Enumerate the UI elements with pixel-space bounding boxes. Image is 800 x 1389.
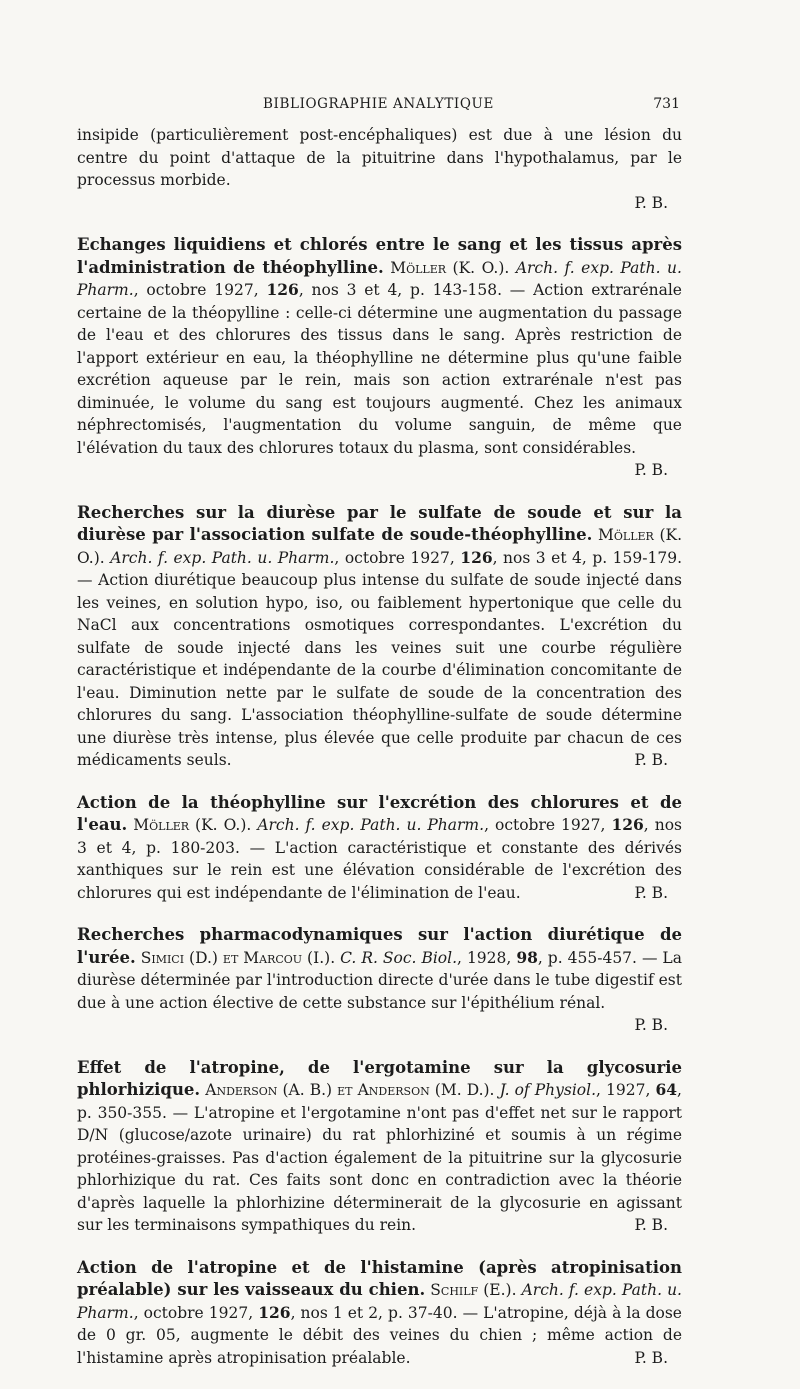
entry-citation-post: , nos 3 et 4, p. 159-179. bbox=[492, 548, 682, 567]
entry-title: Echanges liquidiens et chlorés entre le sang et les tissus après l'administration de théophylline. bbox=[77, 235, 682, 277]
entry-citation-pre: , octobre 1927, bbox=[133, 1303, 254, 1322]
entry-citation-pre: , octobre 1927, bbox=[484, 816, 606, 834]
entry-journal: Arch. f. exp. Path. u. Pharm. bbox=[257, 816, 485, 834]
entry-signature: P. B. bbox=[634, 461, 668, 479]
entry-citation-pre: , octobre 1927, bbox=[133, 281, 259, 299]
entry-abstract: — Action extrarénale certaine de la théopylline : celle-ci détermine une augmentation du passage de l'eau et des chlorures des tissus dans le sang. Après restriction de l'apport extérieur en eau, la théophylline ne détermine plus qu'une faible excrétion aqueuse par le rein, mais son action extrarénale n'est pas diminuée, le volume du sang est toujours augmenté. Chez les animaux néphrectomisés, l'augmentation du volume sanguin, de même que l'élévation du taux des chlorures totaux du plasma, sont considérables. bbox=[77, 281, 682, 457]
entry-title: Action de la théophylline sur l'excrétion des chlorures et de l'eau. bbox=[77, 792, 682, 834]
entry-continuation-text: insipide (particulièrement post-encéphaliques) est due à une lésion du centre du point d'attaque de la pituitrine dans l'hypothalamus, par le processus morbide. bbox=[77, 126, 682, 189]
entry-citation-post: , p. 350-355. bbox=[77, 1081, 682, 1122]
entry-authors: Simici (D.) et Marcou (I.). bbox=[140, 948, 336, 967]
entry-signature: P. B. bbox=[634, 883, 668, 902]
entry-volume: 98 bbox=[516, 947, 538, 967]
entry-signature: P. B. bbox=[634, 193, 668, 212]
entry-1 bbox=[77, 234, 682, 482]
entry-abstract: — Action diurétique beaucoup plus intense du sulfate de soude injecté dans les veines, en solution hypo, iso, ou faiblement hypertonique que celle du NaCl aux concentrations osmotiques correspondantes. L'excrétion du sulfate de soude injecté dans les veines suit une courbe régulière caractéristique et indépendante de la courbe d'élimination concomitante de l'eau. Diminution nette par le sulfate de soude de la concentration des chlorures du sang. L'association théophylline-sulfate de soude détermine une diurèse très intense, plus élevée que celle produite par chacun de ces médicaments seuls. bbox=[77, 571, 682, 769]
entry-citation-pre: , octobre 1927, bbox=[334, 548, 455, 567]
running-title: BIBLIOGRAPHIE ANALYTIQUE bbox=[263, 96, 494, 112]
page-content bbox=[77, 124, 682, 1389]
entry-signature: P. B. bbox=[634, 1016, 668, 1034]
entry-3 bbox=[77, 792, 682, 905]
entry-authors: Anderson (A. B.) et Anderson (M. D.). bbox=[205, 1081, 495, 1099]
entry-authors: Möller (K. O.). bbox=[133, 816, 252, 834]
entry-6 bbox=[77, 1257, 682, 1370]
entry-journal: C. R. Soc. Biol. bbox=[340, 948, 458, 967]
entry-abstract: — L'atropine et l'ergotamine n'ont pas d'effet net sur le rapport D/N (glucose/azote urinaire) du rat phlorhiziné et soumis à un régime protéines-graisses. Pas d'action également de la pituitrine sur la glycosurie phlorhizique du rat. Ces faits sont donc en contradiction avec la théorie d'après laquelle la phlorhizine déterminerait de la glycosurie en agissant sur les terminaisons sympathiques du rein. bbox=[77, 1103, 682, 1234]
entry-citation-post: , nos 3 et 4, p. 180-203. bbox=[77, 816, 682, 857]
entry-volume: 64 bbox=[655, 1080, 678, 1099]
entry-5 bbox=[77, 1057, 682, 1237]
page-number: 731 bbox=[653, 96, 680, 112]
entry-title: Recherches pharmacodynamiques sur l'action diurétique de l'urée. bbox=[77, 925, 682, 967]
entry-abstract: — L'atropine, déjà à la dose de 0 gr. 05, augmente le débit des veines du chien ; même action de l'histamine après atropinisation préalable. bbox=[77, 1303, 682, 1367]
entry-title: Action de l'atropine et de l'histamine (après atropinisation préalable) sur les vaisseaux du chien. bbox=[77, 1257, 682, 1299]
entry-citation-post: , nos 3 et 4, p. 143-158. bbox=[298, 281, 502, 299]
entry-volume: 126 bbox=[460, 547, 493, 567]
entry-journal: J. of Physiol. bbox=[499, 1081, 597, 1099]
page-header bbox=[77, 96, 680, 120]
entry-authors: Schilf (E.). bbox=[430, 1281, 517, 1299]
entry-abstract: — L'action caractéristique et constante des dérivés xanthiques sur le rein est une élévation considérable de l'excrétion des chlorures qui est indépendante de l'élimination de l'eau. bbox=[77, 838, 682, 902]
entry-journal: Arch. f. exp. Path. u. Pharm. bbox=[110, 548, 335, 567]
entry-volume: 126 bbox=[611, 815, 644, 834]
entry-abstract: — La diurèse déterminée par l'introduction directe d'urée dans le tube digestif est due à une action élective de cette substance sur l'épithélium rénal. bbox=[77, 948, 682, 1012]
entry-citation-pre: , 1928, bbox=[457, 948, 512, 967]
entry-citation-post: , nos 1 et 2, p. 37-40. bbox=[290, 1303, 458, 1322]
entry-continuation bbox=[77, 124, 682, 214]
entry-citation-pre: , 1927, bbox=[596, 1081, 651, 1099]
entry-signature: P. B. bbox=[634, 1216, 668, 1234]
entry-authors: Möller (K. O.). bbox=[390, 258, 510, 277]
entry-signature: P. B. bbox=[634, 751, 668, 769]
entry-journal: Arch. f. exp. Path. u. Pharm. bbox=[77, 1281, 682, 1322]
entry-title: Effet de l'atropine, de l'ergotamine sur la glycosurie phlorhizique. bbox=[77, 1057, 682, 1099]
entry-2 bbox=[77, 502, 682, 772]
entry-4 bbox=[77, 924, 682, 1037]
entry-citation-post: , p. 455-457. bbox=[537, 948, 637, 967]
entry-volume: 126 bbox=[266, 280, 299, 299]
entry-journal: Arch. f. exp. Path. u. Pharm. bbox=[77, 258, 682, 299]
entry-volume: 126 bbox=[258, 1302, 291, 1322]
entry-signature: P. B. bbox=[634, 1348, 668, 1367]
entry-title: Recherches sur la diurèse par le sulfate de soude et sur la diurèse par l'association sulfate de soude-théophylline. bbox=[77, 502, 682, 544]
entry-authors: Möller (K. O.). bbox=[77, 526, 683, 567]
